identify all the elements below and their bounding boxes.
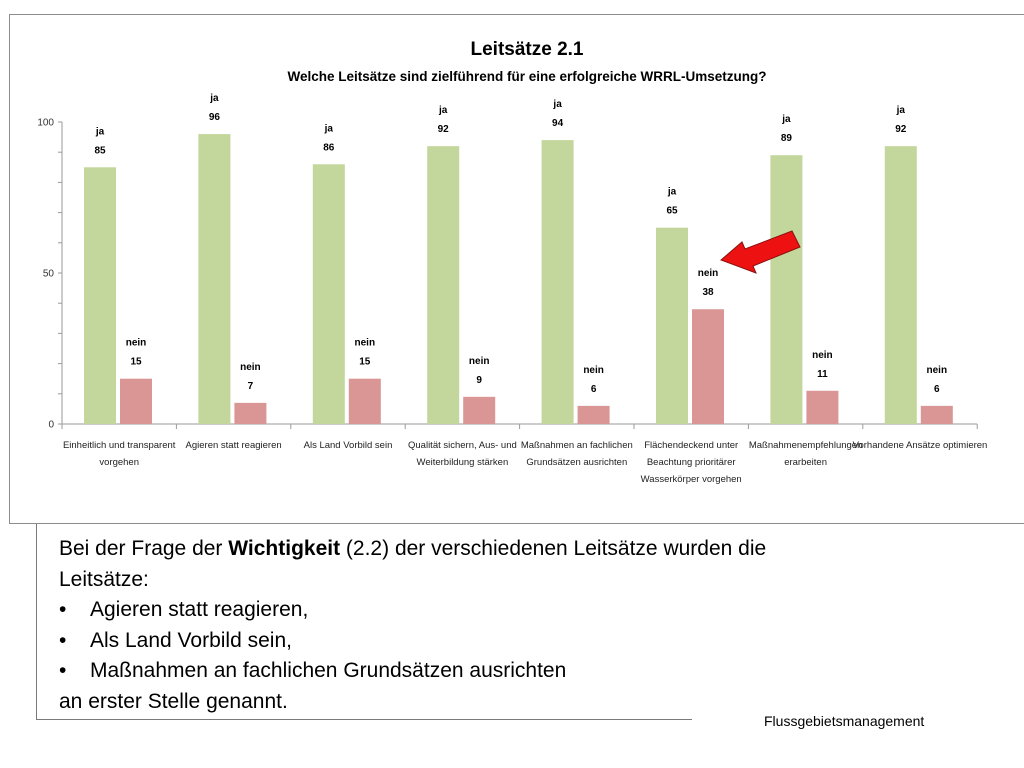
intro-line-2: Leitsätze: <box>59 567 149 591</box>
x-category-label-line: Agieren statt reagieren <box>185 440 282 451</box>
data-label-value: 92 <box>437 124 449 136</box>
data-label-value: 11 <box>817 368 828 380</box>
x-category-label-line: vorgehen <box>99 457 140 468</box>
list-item <box>59 626 939 657</box>
bar-nein <box>921 406 953 424</box>
list-item <box>59 656 939 687</box>
x-category-label-line: Weiterbildung stärken <box>416 457 509 468</box>
x-category-label-line: Wasserkörper vorgehen <box>640 474 742 485</box>
bar-ja <box>198 134 230 424</box>
data-label-series: nein <box>812 349 833 361</box>
data-label-series: nein <box>697 268 719 280</box>
data-label-value: 86 <box>323 142 335 154</box>
intro-prefix: Bei der Frage der <box>59 537 229 560</box>
intro-suffix: (2.2) der verschiedenen Leitsätze wurden die <box>340 537 767 560</box>
data-label-series: ja <box>553 99 562 111</box>
bar-nein <box>120 379 152 424</box>
data-label-value: 6 <box>934 383 940 395</box>
x-category-label-line: erarbeiten <box>784 457 827 468</box>
list-item <box>59 595 939 626</box>
x-category-label-line: Einheitlich und transparent <box>62 440 176 451</box>
data-label-series: ja <box>95 126 105 138</box>
x-category-label-line: Maßnahmen an fachlichen <box>520 440 633 451</box>
bar-ja <box>427 146 459 424</box>
bar-nein <box>578 406 610 424</box>
bar-nein <box>806 391 838 424</box>
data-label-value: 38 <box>702 287 714 299</box>
summary-text <box>59 534 939 717</box>
x-category-label-line: Als Land Vorbild sein <box>303 440 393 451</box>
y-tick-label: 50 <box>42 268 54 280</box>
data-label-value: 15 <box>359 356 371 368</box>
x-category-label-line: Vorhandene Ansätze optimieren <box>852 440 988 451</box>
data-label-value: 65 <box>666 205 678 217</box>
summary-intro <box>59 534 939 565</box>
data-label-series: nein <box>468 355 490 367</box>
bullet-icon: • <box>59 628 67 652</box>
bar-ja <box>84 167 116 424</box>
bar-nein <box>234 403 266 424</box>
data-label-series: nein <box>125 337 147 349</box>
data-label-value: 15 <box>130 356 142 368</box>
data-label-series: nein <box>926 364 948 376</box>
data-label-series: nein <box>583 364 604 376</box>
data-label-value: 7 <box>247 380 254 392</box>
chart-subtitle: Welche Leitsätze sind zielführend für eine erfolgreiche WRRL-Umsetzung? <box>287 69 767 84</box>
bullet-text: Als Land Vorbild sein, <box>90 628 292 652</box>
bar-ja <box>313 164 345 424</box>
x-category-label-line: Maßnahmenempfehlungen <box>748 440 863 451</box>
data-label-series: nein <box>240 361 261 373</box>
bar-nein <box>692 309 724 424</box>
x-category-label-line: Beachtung prioritärer <box>646 457 736 468</box>
y-tick-label: 0 <box>48 419 54 431</box>
intro-bold: Wichtigkeit <box>228 537 341 560</box>
summary-text-box <box>36 524 767 720</box>
x-category-label-line: Flächendeckend unter <box>644 440 739 451</box>
x-category-label <box>304 440 393 451</box>
bullet-text: Maßnahmen an fachlichen Grundsätzen ausrichten <box>90 659 567 682</box>
bar-nein <box>463 397 495 424</box>
x-category-label-line: Qualität sichern, Aus- und <box>408 440 517 451</box>
chart-title: Leitsätze 2.1 <box>470 39 584 60</box>
bar-ja <box>770 155 802 424</box>
x-category-label <box>749 440 863 468</box>
bullet-icon: • <box>59 659 67 682</box>
data-label-series: ja <box>210 93 219 105</box>
data-label-value: 96 <box>208 112 220 124</box>
bullet-icon: • <box>59 598 67 621</box>
x-category-label <box>641 440 742 485</box>
plot-area <box>37 93 987 485</box>
x-category-label <box>521 440 633 468</box>
bar-ja <box>885 146 917 424</box>
bar-ja <box>542 140 574 424</box>
data-label-series: ja <box>324 123 333 135</box>
bar-ja <box>656 228 688 424</box>
x-category-label <box>63 440 176 468</box>
data-label-series: ja <box>896 105 905 117</box>
data-label-value: 92 <box>895 124 907 136</box>
data-label-value: 89 <box>780 133 792 145</box>
bar-chart <box>10 15 1024 525</box>
summary-closing: an erster Stelle genannt. <box>59 689 288 713</box>
data-label-value: 85 <box>94 145 106 157</box>
bullet-list <box>59 595 939 687</box>
chart-frame <box>9 14 1024 524</box>
x-category-label <box>186 440 282 451</box>
data-label-value: 9 <box>476 374 482 386</box>
footer-label: Flussgebietsmanagement <box>764 713 925 729</box>
data-label-series: ja <box>782 114 791 126</box>
data-label-series: ja <box>439 105 448 117</box>
bar-nein <box>349 379 381 424</box>
data-label-series: nein <box>354 337 376 349</box>
x-category-label <box>853 440 988 451</box>
bullet-text: Agieren statt reagieren, <box>90 598 309 621</box>
data-label-value: 94 <box>552 118 564 130</box>
data-label-value: 6 <box>590 383 597 395</box>
y-tick-label: 100 <box>37 117 54 129</box>
data-label-series: ja <box>667 186 677 198</box>
x-category-label <box>408 440 517 468</box>
x-category-label-line: Grundsätzen ausrichten <box>526 457 628 468</box>
